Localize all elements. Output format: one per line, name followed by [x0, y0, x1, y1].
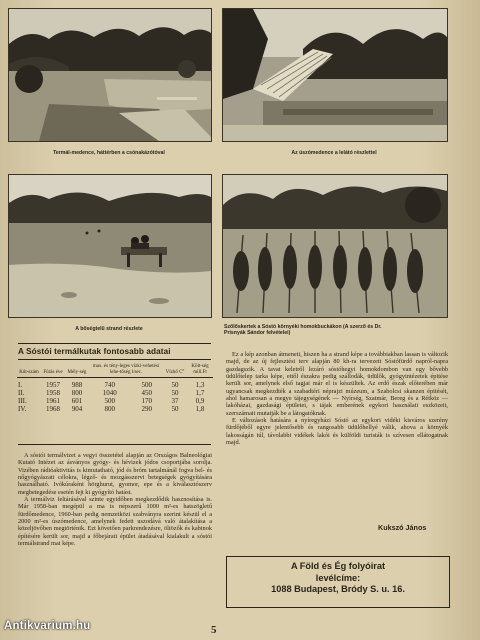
table-top-rule [18, 343, 211, 344]
table-cell: 290 [141, 405, 153, 414]
table-row [17, 405, 213, 413]
photo-vineyards [222, 174, 448, 318]
table-cell: 50 [171, 381, 179, 390]
caption-photo-thermal-pool: Termál-medence, háttérben a csónakázótóval [53, 150, 165, 156]
table-title: A Sóstói termálkutak fontosabb adatai [18, 347, 171, 356]
table-cell: 50 [171, 389, 179, 398]
table-cell: 800 [104, 405, 116, 414]
address-box-line2: levélcíme: [315, 572, 361, 583]
table-header: Vízhő C° [163, 364, 187, 378]
table-cell: 800 [71, 389, 83, 398]
caption-photo-vineyards-line2: Prisnyák Sándor felvételei) [224, 330, 291, 336]
table-cell: 1,8 [195, 405, 205, 414]
watermark: Antikvarium.hu [4, 620, 91, 632]
table-header: Fúrás éve [41, 364, 65, 378]
table-bottom-rule [18, 444, 211, 445]
caption-photo-swimming-pool: Az úszómedence a lelátó részlettel [291, 150, 377, 156]
table-cell: 1,7 [195, 389, 205, 398]
wells-table [17, 364, 213, 413]
address-box-line3: 1088 Budapest, Bródy S. u. 16. [271, 584, 405, 594]
table-title-rule [18, 359, 211, 360]
table-cell: III. [18, 397, 27, 406]
table-cell: 1957 [46, 381, 60, 390]
table-row [17, 397, 213, 405]
table-header: Költ-ség mill.Ft [187, 364, 213, 378]
table-cell: 450 [141, 389, 153, 398]
address-box [226, 556, 450, 608]
photo-beach [8, 174, 212, 318]
table-cell: 1958 [46, 389, 60, 398]
article-paragraph: A sóstói termálvizet a vegyi összetétel alapján az Országos Balneológiai Kutató Intézet az ásványos gyógy- és hévizek jódos csoportjába sorolja. Vizében rádióaktivitás is kimutatható, jód és bróm tartalmánál fogva bel- és nőgyógyászati célokra, légző- és mozgásszervi betegségek gyógyítására használható. Ivókúraként hörghurut, gyomor, epe és a kiválasztószerv megbetegedése esetén fejt ki gyógyító hatást. [18, 452, 212, 496]
photo-thermal-pool [8, 8, 212, 142]
address-box-line1: A Föld és Ég folyóirat [290, 561, 386, 571]
article-column-left [18, 452, 212, 547]
article-paragraph: E változások hatására a nyíregyházi Sóstó az egykori vidéki kisváros szerény fürdőjéből egyre jelentősebb és rangosabb üdülőhellyé válik, ahova a környék lakosságán túl, távolabbi vidékek lakói és külföldi turisták is szívesen ellátogatnak majd. [226, 417, 448, 447]
table-header: max. és tény-leges vízki-vehetési lehe-tőség l/sec. [89, 364, 163, 378]
photo-swimming-pool [222, 8, 448, 142]
table-cell: I. [18, 381, 23, 390]
page-number: 5 [211, 624, 217, 636]
caption-photo-vineyards [224, 324, 446, 336]
author-signature: Kukszó János [378, 523, 427, 532]
table-cell: 904 [71, 405, 83, 414]
table-cell: 601 [71, 397, 83, 406]
table-row [17, 378, 213, 390]
table-cell: IV. [18, 405, 27, 414]
table-header-row [17, 364, 213, 378]
caption-photo-beach: A bőségtelű strand részlete [75, 326, 143, 332]
table-cell: II. [18, 389, 25, 398]
caption-photo-vineyards-line1: Szőlőskertek a Sóstó környéki homokbuckákon (A szerző és Dr. [224, 324, 382, 330]
table-cell: 1968 [46, 405, 60, 414]
article-paragraph: Ez a kép azonban átmeneti, hiszen ha a strand képe a továbbiakban lassan is változik majd, de az új fejlesztési terv alapján 80 kh-ra tervezett Sóstófürdő napról-napra gazdagszik. A tavat keletről lezáró sóstóhegyi homokdombon van egy bővebb üdülőtelep tarka képe, ettől északra pedig szállodák, üdülők, gyógyintézetek épitése került sor, amelynek első tagjai már el is készültek. Az erdő észak előterében már ugyancsak megkezdték a szabadtéri néprajzi múzeum, a Szabolcsi skanzen épitését, ahol hamarosan a megye tájegységének — Nyírség, Szatmár, Bereg és a Rétköz — lakóházai, gazdasági épületei, s tájak emberének egykori használati eszközeit, szerszámait mutatják be a látogatóknak. [226, 351, 448, 417]
article-paragraph: A termálviz feltárásával szinte egyidőben megkezdődik hasznosítása is. Már 1958-ban megépül a ma is népszerű 1000 m²-es hatszögletű fürdőmedence, 1960-ban pedig nemzetközi szabványra szerint készül el a 2000 m²-es úszómedence, amelynek fedett uszodává való átalakítása a közeljövőben megtörténik. Ezt követően parkrendezésre, öltözők és kabinok építésére került sor, majd a főbejárati épület átadásával kialakult a sóstói termálstrand mai képe. [18, 496, 212, 548]
table-cell: 500 [104, 397, 116, 406]
table-cell: 1961 [46, 397, 60, 406]
table-cell: 0,9 [195, 397, 205, 406]
table-cell: 37 [171, 397, 179, 406]
table-cell: 988 [71, 381, 83, 390]
table-cell: 500 [141, 381, 153, 390]
table-cell: 1,3 [195, 381, 205, 390]
table-header: Mély-ség [65, 364, 89, 378]
table-row [17, 389, 213, 397]
table-cell: 1040 [102, 389, 117, 398]
table-cell: 740 [104, 381, 116, 390]
table-cell: 50 [171, 405, 179, 414]
table-cell: 170 [141, 397, 153, 406]
article-column-right [226, 351, 448, 446]
table-header: Kút-szám [17, 364, 41, 378]
